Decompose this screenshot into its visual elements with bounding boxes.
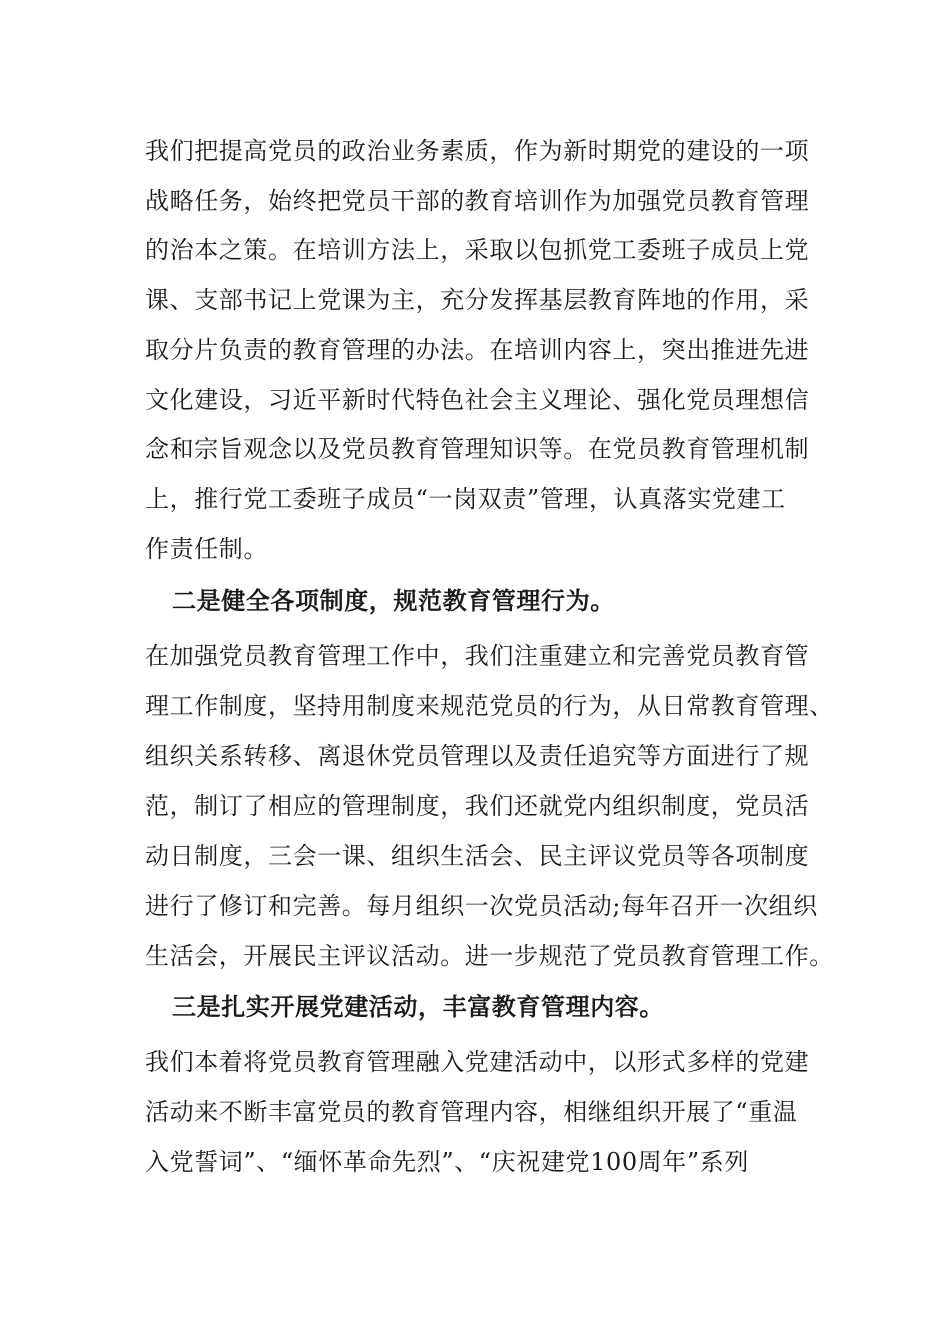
text-line: 活动来不断丰富党员的教育管理内容，相继组织开展了“重温 [145,1098,798,1126]
text-line: 生活会，开展民主评议活动。进一步规范了党员教育管理工作。 [145,942,834,970]
section-heading-3: 三是扎实开展党建活动，丰富教育管理内容。 [172,992,664,1021]
text-line: 组织关系转移、离退休党员管理以及责任追究等方面进行了规 [145,742,810,770]
text-line: 动日制度，三会一课、组织生活会、民主评议党员等各项制度 [145,842,810,870]
text-line: 进行了修订和完善。每月组织一次党员活动;每年召开一次组织 [145,892,818,920]
text-line: 上，推行党工委班子成员“一岗双责”管理，认真落实党建工 [145,485,786,513]
text-line: 我们本着将党员教育管理融入党建活动中，以形式多样的党建 [145,1048,810,1076]
text-line: 取分片负责的教育管理的办法。在培训内容上，突出推进先进 [145,336,810,364]
text-line: 文化建设，习近平新时代特色社会主义理论、强化党员理想信 [145,386,810,414]
text-line: 战略任务，始终把党员干部的教育培训作为加强党员教育管理 [145,187,810,215]
text-line: 范，制订了相应的管理制度，我们还就党内组织制度，党员活 [145,792,810,820]
text-line: 课、支部书记上党课为主，充分发挥基层教育阵地的作用，采 [145,286,810,314]
text-line: 作责任制。 [145,535,268,563]
text-line: 念和宗旨观念以及党员教育管理知识等。在党员教育管理机制 [145,435,810,463]
text-line: 入党誓词”、“缅怀革命先烈”、“庆祝建党100周年”系列 [145,1148,749,1176]
text-line: 的治本之策。在培训方法上，采取以包抓党工委班子成员上党 [145,236,810,264]
text-line: 在加强党员教育管理工作中，我们注重建立和完善党员教育管 [145,642,810,670]
section-heading-2: 二是健全各项制度，规范教育管理行为。 [172,586,615,615]
text-line: 我们把提高党员的政治业务素质，作为新时期党的建设的一项 [145,137,810,165]
text-line: 理工作制度，坚持用制度来规范党员的行为，从日常教育管理、 [145,692,834,720]
